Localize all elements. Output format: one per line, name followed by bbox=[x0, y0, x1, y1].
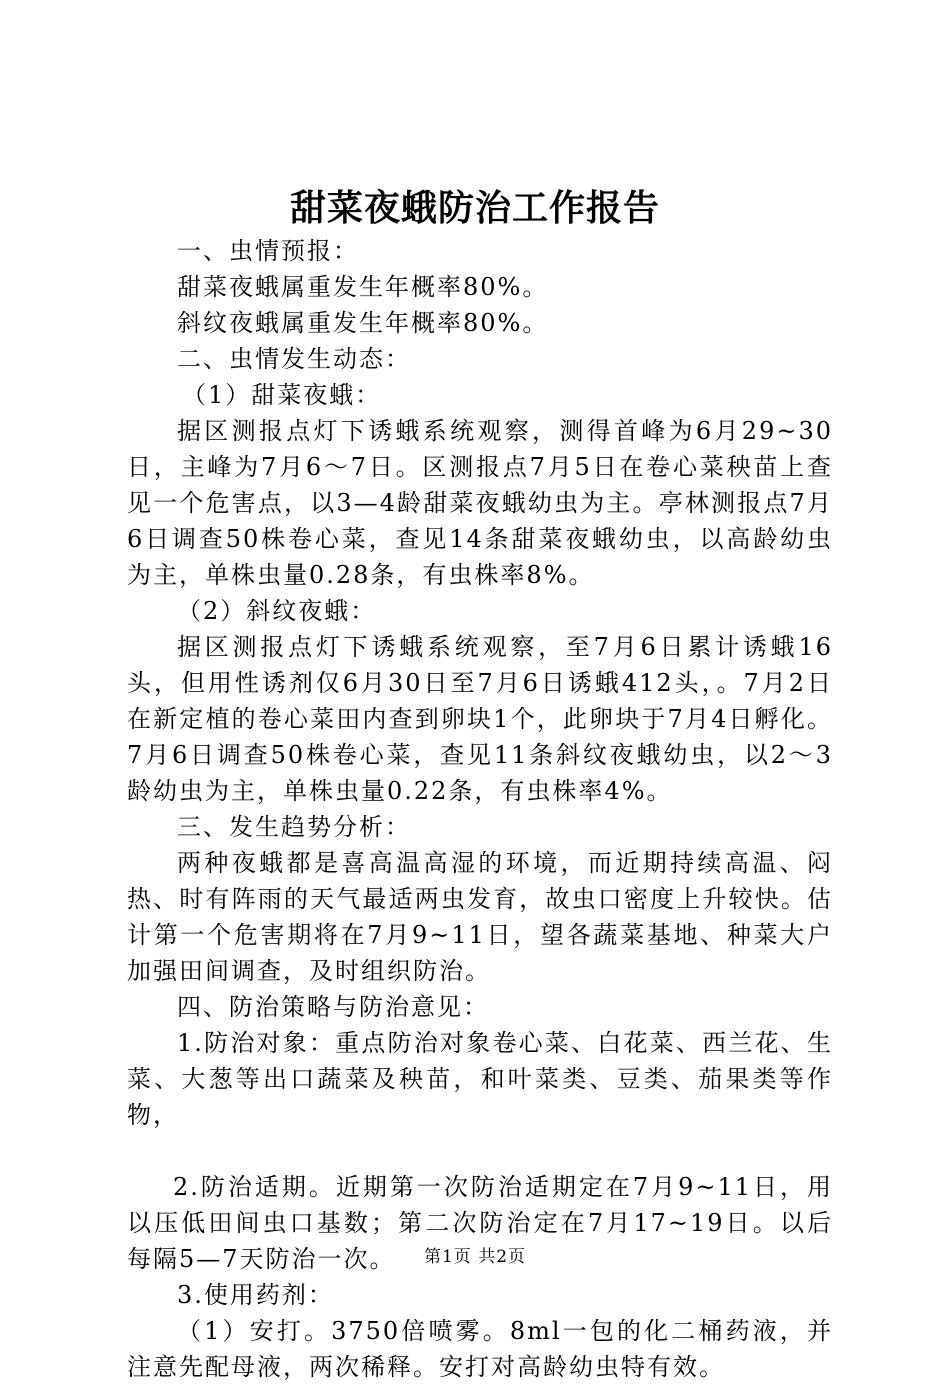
paragraph-cutworm-detail: 据区测报点灯下诱蛾系统观察，至7月6日累计诱蛾16头，但用性诱剂仅6月30日至7月6日诱蛾412头，。7月2日在新定植的卷心菜田内查到卵块1个，此卵块于7月4日孵化。7月6日调查50株卷心菜，查见11条斜纹夜蛾幼虫，以2～3龄幼虫为主，单株虫量0.22条，有虫株率4%。 bbox=[127, 633, 833, 805]
section-heading-dynamics: 二、虫情发生动态： bbox=[177, 345, 411, 373]
subheading-cutworm: （2）斜纹夜蛾： bbox=[177, 597, 377, 625]
paragraph-pesticide-anda: （1）安打。3750倍喷雾。8ml一包的化二桶药液，并注意先配母液，两次稀释。安打对高龄幼虫特有效。 bbox=[127, 1317, 833, 1381]
paragraph-beet-armyworm-forecast: 甜菜夜蛾属重发生年概率80%。 bbox=[177, 273, 549, 301]
subheading-beet-armyworm: （1）甜菜夜蛾： bbox=[182, 381, 382, 409]
page-footer: 第1页 共2页 bbox=[423, 1247, 527, 1267]
paragraph-trend-analysis: 两种夜蛾都是喜高温高湿的环境，而近期持续高温、闷热、时有阵雨的天气最适两虫发育，故虫口密度上升较快。估计第一个危害期将在7月9~11日，望各蔬菜基地、种菜大户加强田间调查，及时组织防治。 bbox=[127, 849, 833, 985]
section-heading-forecast: 一、虫情预报： bbox=[177, 237, 359, 265]
paragraph-control-targets: 1.防治对象：重点防治对象卷心菜、白花菜、西兰花、生菜、大葱等出口蔬菜及秧苗，和叶菜类、豆类、茄果类等作物， bbox=[127, 1029, 833, 1129]
document-body bbox=[127, 233, 833, 1385]
section-heading-pesticides: 3.使用药剂： bbox=[177, 1281, 334, 1309]
section-heading-trend: 三、发生趋势分析： bbox=[177, 813, 411, 841]
document-title: 甜菜夜蛾防治工作报告 bbox=[289, 187, 660, 229]
paragraph-beet-armyworm-detail: 据区测报点灯下诱蛾系统观察，测得首峰为6月29~30日，主峰为7月6～7日。区测报点7月5日在卷心菜秧苗上查见一个危害点，以3—4龄甜菜夜蛾幼虫为主。亭林测报点7月6日调查50株卷心菜，查见14条甜菜夜蛾幼虫，以高龄幼虫为主，单株虫量0.28条，有虫株率8%。 bbox=[127, 417, 833, 589]
paragraph-cutworm-forecast: 斜纹夜蛾属重发生年概率80%。 bbox=[177, 309, 549, 337]
section-heading-strategy: 四、防治策略与防治意见： bbox=[177, 993, 489, 1021]
paragraph-spacer bbox=[127, 1133, 833, 1169]
paragraph-control-timing: 2.防治适期。近期第一次防治适期定在7月9~11日，用以压低田间虫口基数；第二次防治定在7月17~19日。以后每隔5—7天防治一次。 bbox=[127, 1173, 833, 1273]
